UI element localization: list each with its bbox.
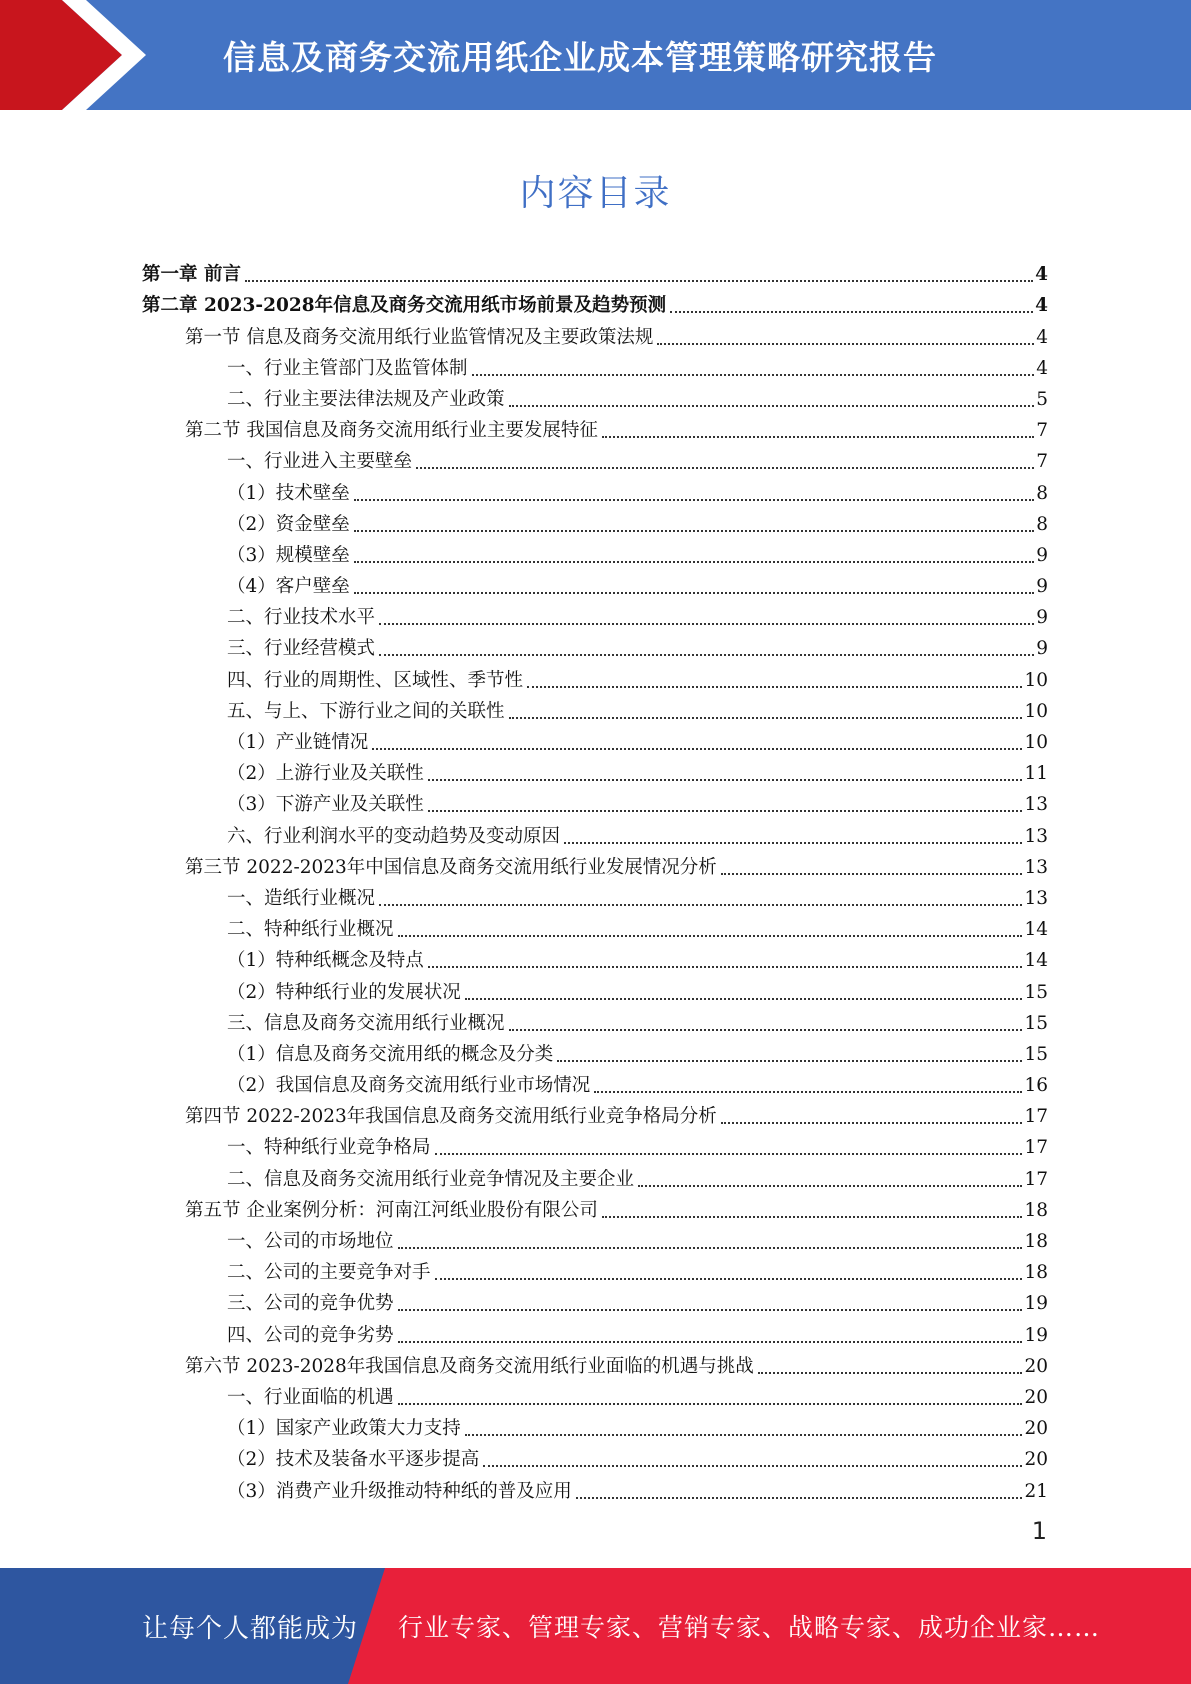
toc-entry-page: 9 xyxy=(1036,576,1048,598)
toc-entry-page: 18 xyxy=(1024,1262,1048,1284)
toc-dot-leader xyxy=(398,1309,1023,1311)
toc-entry[interactable] xyxy=(0,536,1191,567)
toc-dot-leader xyxy=(428,779,1023,781)
toc-entry[interactable] xyxy=(0,1222,1191,1253)
toc-dot-leader xyxy=(379,623,1034,625)
toc-entry-label: 第一节 信息及商务交流用纸行业监管情况及主要政策法规 xyxy=(185,326,654,348)
footer-slogan-right: 行业专家、管理专家、营销专家、战略专家、成功企业家…… xyxy=(398,1613,1101,1642)
toc-entry-page: 13 xyxy=(1024,856,1048,878)
toc-entry-page: 18 xyxy=(1024,1231,1048,1252)
toc-entry-page: 18 xyxy=(1024,1199,1048,1221)
toc-entry-label: 第二节 我国信息及商务交流用纸行业主要发展特征 xyxy=(185,420,598,442)
toc-dot-leader xyxy=(670,311,1033,313)
toc-entry[interactable] xyxy=(0,785,1191,816)
toc-entry[interactable] xyxy=(0,1253,1191,1284)
toc-entry[interactable] xyxy=(0,816,1191,847)
toc-entry[interactable] xyxy=(0,1378,1191,1409)
toc-dot-leader xyxy=(354,561,1034,563)
table-of-contents xyxy=(0,255,1191,1503)
toc-dot-leader xyxy=(509,717,1023,719)
toc-entry[interactable] xyxy=(0,692,1191,723)
toc-entry-page: 14 xyxy=(1024,919,1048,941)
page-number: 1 xyxy=(1031,1517,1047,1545)
toc-dot-leader xyxy=(465,1434,1023,1436)
toc-entry[interactable] xyxy=(0,723,1191,754)
toc-entry[interactable] xyxy=(0,349,1191,380)
toc-entry-page: 21 xyxy=(1024,1480,1048,1502)
toc-entry-page: 17 xyxy=(1024,1168,1048,1190)
toc-entry-label: （1）国家产业政策大力支持 xyxy=(227,1418,461,1440)
toc-dot-leader xyxy=(527,686,1022,688)
toc-entry-page: 10 xyxy=(1024,732,1048,753)
toc-dot-leader xyxy=(594,1091,1022,1093)
toc-entry-page: 10 xyxy=(1024,700,1048,722)
toc-entry-page: 15 xyxy=(1024,1043,1048,1065)
toc-entry-label: （2）特种纸行业的发展状况 xyxy=(227,981,461,1003)
toc-entry-page: 17 xyxy=(1024,1106,1048,1128)
toc-dot-leader xyxy=(435,1278,1023,1280)
header-band xyxy=(0,0,1191,110)
toc-entry-page: 4 xyxy=(1036,357,1048,379)
toc-entry-label: （1）特种纸概念及特点 xyxy=(227,950,424,972)
toc-entry-page: 13 xyxy=(1024,794,1048,816)
toc-entry-label: 第一章 前言 xyxy=(142,264,241,286)
toc-heading: 内容目录 xyxy=(519,173,672,214)
toc-entry-label: 第三节 2022-2023年中国信息及商务交流用纸行业发展情况分析 xyxy=(185,856,717,878)
toc-dot-leader xyxy=(472,374,1035,376)
toc-entry[interactable] xyxy=(0,567,1191,598)
toc-entry-label: 第五节 企业案例分析：河南江河纸业股份有限公司 xyxy=(185,1199,598,1221)
toc-entry-label: （3）消费产业升级推动特种纸的普及应用 xyxy=(227,1480,572,1502)
header-arrow-decoration xyxy=(0,0,200,110)
toc-entry-label: 一、造纸行业概况 xyxy=(227,887,376,909)
toc-entry[interactable] xyxy=(0,1066,1191,1097)
toc-entry-label: 二、行业主要法律法规及产业政策 xyxy=(227,388,505,410)
toc-entry-page: 13 xyxy=(1024,825,1048,847)
toc-entry-page: 20 xyxy=(1024,1449,1048,1471)
toc-entry-label: （2）我国信息及商务交流用纸行业市场情况 xyxy=(227,1075,591,1097)
toc-entry[interactable] xyxy=(0,505,1191,536)
toc-entry-page: 11 xyxy=(1024,763,1048,785)
toc-entry-page: 4 xyxy=(1036,326,1048,348)
toc-entry-label: （4）客户壁垒 xyxy=(227,576,350,598)
toc-entry-label: 第六节 2023-2028年我国信息及商务交流用纸行业面临的机遇与挑战 xyxy=(185,1355,754,1377)
toc-entry[interactable] xyxy=(0,972,1191,1003)
toc-entry-label: （1）信息及商务交流用纸的概念及分类 xyxy=(227,1043,554,1065)
toc-entry-page: 5 xyxy=(1036,388,1048,410)
toc-dot-leader xyxy=(398,935,1023,937)
toc-entry-label: （2）资金壁垒 xyxy=(227,513,350,535)
toc-entry-page: 14 xyxy=(1024,950,1048,972)
toc-entry-page: 19 xyxy=(1024,1293,1048,1315)
toc-entry-page: 13 xyxy=(1024,887,1048,909)
toc-entry-label: 五、与上、下游行业之间的关联性 xyxy=(227,700,505,722)
toc-entry[interactable] xyxy=(0,1097,1191,1128)
toc-entry-label: （1）技术壁垒 xyxy=(227,482,350,504)
toc-entry-label: 四、公司的竞争劣势 xyxy=(227,1324,394,1346)
toc-dot-leader xyxy=(564,842,1022,844)
toc-entry[interactable] xyxy=(0,1035,1191,1066)
toc-dot-leader xyxy=(245,280,1033,282)
toc-entry-page: 9 xyxy=(1036,638,1048,660)
toc-entry-page: 15 xyxy=(1024,981,1048,1003)
toc-dot-leader xyxy=(465,998,1023,1000)
toc-entry-label: 一、行业面临的机遇 xyxy=(227,1386,394,1408)
toc-entry[interactable] xyxy=(0,411,1191,442)
toc-dot-leader xyxy=(398,1403,1023,1405)
toc-dot-leader xyxy=(509,1029,1023,1031)
toc-entry-page: 9 xyxy=(1036,544,1048,566)
toc-entry-label: 一、行业主管部门及监管体制 xyxy=(227,357,468,379)
toc-entry[interactable] xyxy=(0,754,1191,785)
toc-dot-leader xyxy=(758,1372,1023,1374)
toc-dot-leader xyxy=(509,405,1035,407)
toc-entry-label: （2）上游行业及关联性 xyxy=(227,763,424,785)
toc-entry-page: 8 xyxy=(1036,513,1048,535)
toc-entry-label: （1）产业链情况 xyxy=(227,732,369,753)
toc-dot-leader xyxy=(398,1247,1023,1249)
toc-entry[interactable] xyxy=(0,1128,1191,1159)
toc-entry-label: （3）规模壁垒 xyxy=(227,544,350,566)
toc-entry-page: 4 xyxy=(1035,264,1048,286)
toc-entry-label: 第四节 2022-2023年我国信息及商务交流用纸行业竞争格局分析 xyxy=(185,1106,717,1128)
toc-entry-page: 10 xyxy=(1024,669,1048,691)
toc-entry[interactable] xyxy=(0,286,1191,317)
toc-entry-label: 二、特种纸行业概况 xyxy=(227,919,394,941)
toc-entry[interactable] xyxy=(0,1440,1191,1471)
toc-entry[interactable] xyxy=(0,255,1191,286)
toc-entry-label: 第二章 2023-2028年信息及商务交流用纸市场前景及趋势预测 xyxy=(142,295,667,317)
footer-band xyxy=(0,1568,1191,1684)
toc-entry-label: 三、公司的竞争优势 xyxy=(227,1293,394,1315)
toc-entry[interactable] xyxy=(0,1284,1191,1315)
toc-entry[interactable] xyxy=(0,848,1191,879)
toc-entry-label: （3）下游产业及关联性 xyxy=(227,794,424,816)
toc-entry-label: 一、特种纸行业竞争格局 xyxy=(227,1137,431,1159)
toc-dot-leader xyxy=(354,499,1034,501)
toc-entry-page: 9 xyxy=(1036,607,1048,629)
toc-dot-leader xyxy=(428,810,1023,812)
toc-dot-leader xyxy=(435,1153,1023,1155)
toc-entry-page: 19 xyxy=(1024,1324,1048,1346)
toc-entry-page: 20 xyxy=(1024,1355,1048,1377)
toc-entry-page: 4 xyxy=(1035,295,1048,317)
toc-entry-label: 一、行业进入主要壁垒 xyxy=(227,451,413,473)
toc-entry[interactable] xyxy=(0,1315,1191,1346)
toc-entry[interactable] xyxy=(0,1347,1191,1378)
toc-entry[interactable] xyxy=(0,1004,1191,1035)
toc-entry[interactable] xyxy=(0,660,1191,691)
footer-slogan-left: 让每个人都能成为 xyxy=(142,1613,359,1644)
toc-dot-leader xyxy=(379,904,1022,906)
toc-entry-page: 7 xyxy=(1036,420,1048,442)
toc-dot-leader xyxy=(354,592,1034,594)
toc-entry[interactable] xyxy=(0,910,1191,941)
toc-dot-leader xyxy=(602,436,1034,438)
toc-entry-label: 二、信息及商务交流用纸行业竞争情况及主要企业 xyxy=(227,1168,635,1190)
toc-entry[interactable] xyxy=(0,1471,1191,1502)
toc-entry[interactable] xyxy=(0,442,1191,473)
toc-entry-label: 三、行业经营模式 xyxy=(227,638,376,660)
toc-dot-leader xyxy=(379,654,1034,656)
toc-entry-label: 一、公司的市场地位 xyxy=(227,1231,394,1252)
toc-entry-page: 7 xyxy=(1036,451,1048,473)
toc-entry-label: 六、行业利润水平的变动趋势及变动原因 xyxy=(227,825,561,847)
report-title: 信息及商务交流用纸企业成本管理策略研究报告 xyxy=(223,37,937,77)
toc-dot-leader xyxy=(721,873,1023,875)
toc-dot-leader xyxy=(372,748,1022,750)
toc-dot-leader xyxy=(657,343,1034,345)
toc-entry-page: 20 xyxy=(1024,1418,1048,1440)
toc-entry[interactable] xyxy=(0,473,1191,504)
toc-dot-leader xyxy=(483,1465,1022,1467)
toc-dot-leader xyxy=(638,1185,1022,1187)
toc-entry[interactable] xyxy=(0,317,1191,348)
toc-entry-label: 二、公司的主要竞争对手 xyxy=(227,1262,431,1284)
toc-entry-label: 二、行业技术水平 xyxy=(227,607,376,629)
toc-entry-page: 17 xyxy=(1024,1137,1048,1159)
toc-dot-leader xyxy=(602,1216,1023,1218)
toc-entry-label: （2）技术及装备水平逐步提高 xyxy=(227,1449,480,1471)
toc-dot-leader xyxy=(576,1497,1023,1499)
toc-entry-page: 15 xyxy=(1024,1012,1048,1034)
toc-entry-label: 三、信息及商务交流用纸行业概况 xyxy=(227,1012,505,1034)
toc-entry[interactable] xyxy=(0,1159,1191,1190)
toc-dot-leader xyxy=(557,1060,1022,1062)
toc-dot-leader xyxy=(354,530,1034,532)
toc-entry-page: 20 xyxy=(1024,1386,1048,1408)
toc-entry-page: 16 xyxy=(1024,1075,1048,1097)
toc-entry[interactable] xyxy=(0,941,1191,972)
toc-entry[interactable] xyxy=(0,629,1191,660)
toc-dot-leader xyxy=(398,1341,1023,1343)
toc-entry-label: 四、行业的周期性、区域性、季节性 xyxy=(227,669,524,691)
toc-entry-page: 8 xyxy=(1036,482,1048,504)
toc-entry[interactable] xyxy=(0,879,1191,910)
toc-entry[interactable] xyxy=(0,380,1191,411)
toc-entry[interactable] xyxy=(0,598,1191,629)
toc-entry[interactable] xyxy=(0,1409,1191,1440)
toc-dot-leader xyxy=(721,1122,1023,1124)
toc-dot-leader xyxy=(416,467,1034,469)
toc-entry[interactable] xyxy=(0,1191,1191,1222)
toc-dot-leader xyxy=(428,966,1023,968)
